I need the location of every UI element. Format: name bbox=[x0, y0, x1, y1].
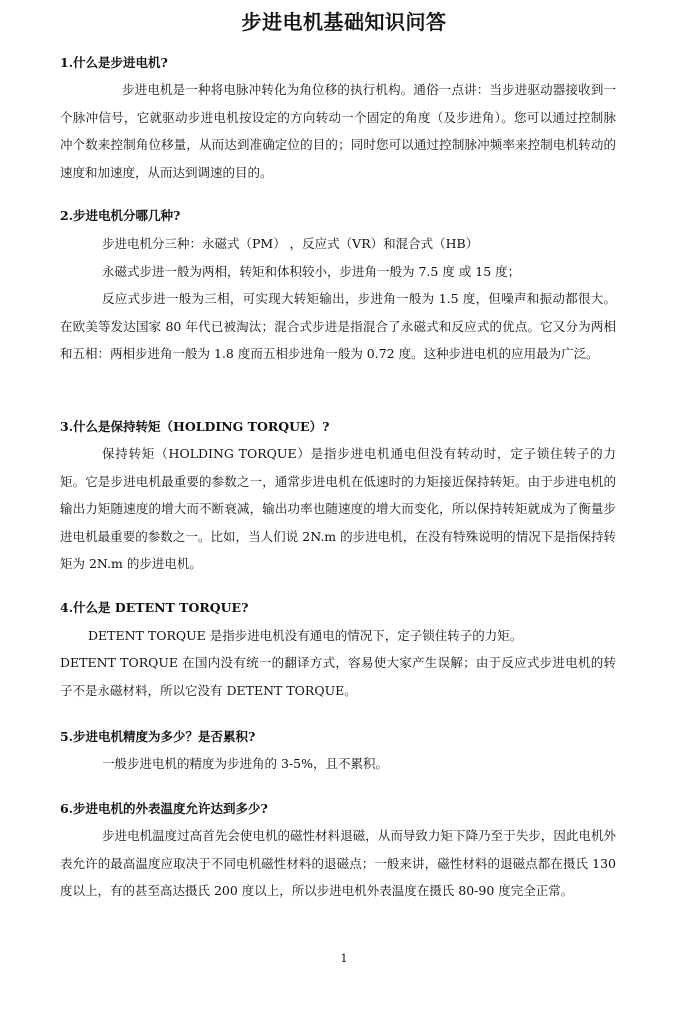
answer-paragraph: DETENT TORQUE 在国内没有统一的翻译方式，容易使大家产生误解；由于反应式步进电机的转子不是永磁材料，所以它没有 DETENT TORQUE。 bbox=[60, 655, 616, 698]
question-heading: 3.什么是保持转矩（HOLDING TORQUE）? bbox=[60, 419, 330, 434]
answer-paragraph: 反应式步进一般为三相，可实现大转矩输出，步进角一般为 1.5 度，但噪声和振动都很大。在欧美等发达国家 80 年代已被淘汰；混合式步进是指混合了永磁式和反应式的优点。它又分为两相和五相：两相步进角一般为 1.8 度而五相步进角一般为 0.72 度。这种步进电机的应用最为广泛。 bbox=[60, 291, 616, 361]
answer-paragraph: DETENT TORQUE 是指步进电机没有通电的情况下，定子锁住转子的力矩。 bbox=[88, 628, 523, 643]
question-heading: 5.步进电机精度为多少？是否累积? bbox=[60, 729, 256, 744]
answer-paragraph: 一般步进电机的精度为步进角的 3-5%，且不累积。 bbox=[102, 756, 388, 771]
question-heading: 4.什么是 DETENT TORQUE? bbox=[60, 600, 249, 615]
answer-paragraph: 步进电机分三种：永磁式（PM） ，反应式（VR）和混合式（HB） bbox=[102, 236, 479, 251]
answer-paragraph: 永磁式步进一般为两相，转矩和体积较小，步进角一般为 7.5 度 或 15 度； bbox=[102, 264, 521, 279]
document-title: 步进电机基础知识问答 bbox=[241, 10, 447, 34]
question-heading: 2.步进电机分哪几种? bbox=[60, 208, 181, 223]
question-heading: 6.步进电机的外表温度允许达到多少? bbox=[60, 801, 268, 816]
answer-paragraph: 保持转矩（HOLDING TORQUE）是指步进电机通电但没有转动时，定子锁住转子的力矩。它是步进电机最重要的参数之一，通常步进电机在低速时的力矩接近保持转矩。由于步进电机的输出力矩随速度的增大而不断衰减，输出功率也随速度的增大而变化，所以保持转矩就成为了衡量步进电机最重要的参数之一。比如，当人们说 2N.m 的步进电机，在没有特殊说明的情况下是指保持转矩为 2N.m 的步进电机。 bbox=[60, 446, 616, 571]
question-heading: 1.什么是步进电机? bbox=[60, 55, 168, 70]
answer-paragraph: 步进电机温度过高首先会使电机的磁性材料退磁，从而导致力矩下降乃至于失步，因此电机外表允许的最高温度应取决于不同电机磁性材料的退磁点；一般来讲，磁性材料的退磁点都在摄氏 130 度以上，有的甚至高达摄氏 200 度以上，所以步进电机外表温度在摄氏 80-90 度完全正常。 bbox=[60, 828, 616, 898]
answer-paragraph: 步进电机是一种将电脉冲转化为角位移的执行机构。通俗一点讲：当步进驱动器接收到一个脉冲信号，它就驱动步进电机按设定的方向转动一个固定的角度（及步进角）。您可以通过控制脉冲个数来控制角位移量，从而达到准确定位的目的；同时您可以通过控制脉冲频率来控制电机转动的速度和加速度，从而达到调速的目的。 bbox=[60, 82, 616, 180]
page-number: 1 bbox=[340, 952, 348, 965]
